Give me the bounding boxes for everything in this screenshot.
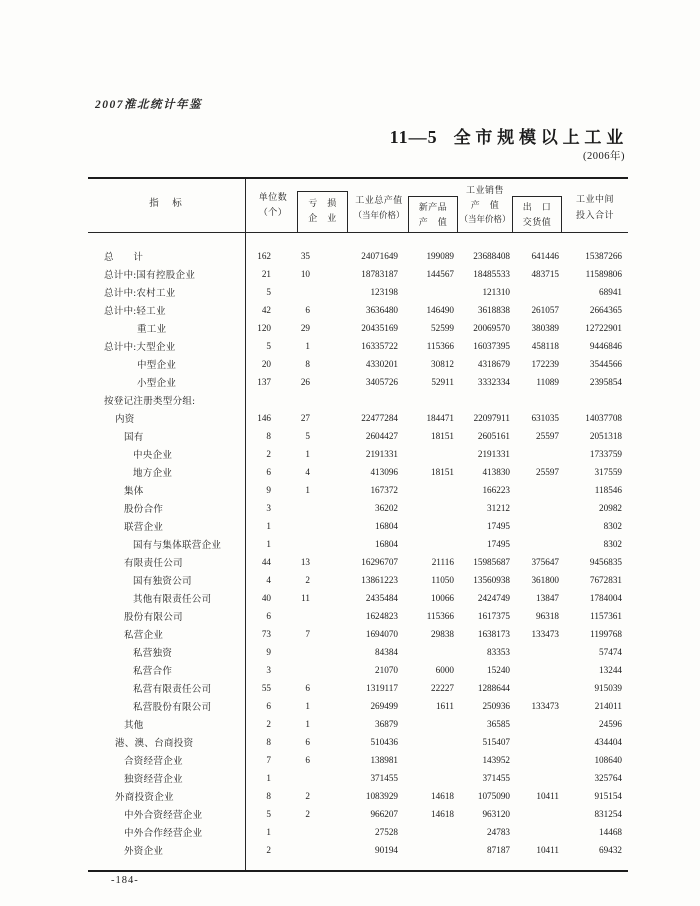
row-label: 私营合作 [133,667,173,677]
cell-units: 42 [261,305,271,315]
cell-intermediate-input: 108640 [594,755,622,765]
cell-units: 5 [266,341,271,351]
cell-loss: 2 [305,791,310,801]
cell-gross-output: 510436 [370,737,398,747]
table-row [88,733,628,751]
cell-intermediate-input: 9456835 [589,557,622,567]
row-label: 地方企业 [133,469,173,479]
cell-intermediate-input: 2051318 [589,431,622,441]
row-label: 外商投资企业 [115,793,174,803]
cell-gross-output: 84384 [375,647,398,657]
cell-intermediate-input: 14037708 [585,413,622,423]
table-row [88,553,628,571]
cell-sales-output: 17495 [487,521,510,531]
cell-sales-output: 23688408 [473,251,510,261]
cell-sales-output: 22097911 [473,413,510,423]
cell-intermediate-input: 1199768 [590,629,622,639]
cell-gross-output: 2191331 [365,449,398,459]
row-label: 总计中:轻工业 [104,307,166,317]
row-label: 股份有限公司 [124,613,183,623]
cell-new-product: 30812 [431,359,454,369]
cell-loss: 6 [305,683,310,693]
table-row [88,319,628,337]
cell-loss: 7 [305,629,310,639]
row-label: 中外合资经营企业 [124,811,203,821]
page-number: -184- [111,875,139,886]
cell-sales-output: 24783 [487,827,510,837]
cell-sales-output: 1638173 [477,629,510,639]
cell-units: 1 [266,521,271,531]
cell-export-delivery: 458118 [531,341,559,351]
cell-sales-output: 250936 [482,701,510,711]
cell-sales-output: 4318679 [477,359,510,369]
row-label: 总 计 [104,253,144,263]
cell-sales-output: 166223 [482,485,510,495]
cell-units: 6 [266,467,271,477]
table-row [88,355,628,373]
cell-units: 2 [266,449,271,459]
row-label: 有限责任公司 [124,559,183,569]
cell-new-product: 22227 [431,683,454,693]
col-header-export-delivery: 出 口 交货值 [512,196,562,232]
cell-sales-output: 413830 [482,467,510,477]
table-row [88,517,628,535]
cell-units: 6 [266,611,271,621]
row-label: 中央企业 [133,451,173,461]
cell-loss: 26 [300,377,310,387]
cell-gross-output: 1319117 [366,683,398,693]
cell-intermediate-input: 434404 [594,737,622,747]
cell-loss: 6 [305,305,310,315]
cell-sales-output: 515407 [482,737,510,747]
cell-units: 8 [266,431,271,441]
cell-export-delivery: 11089 [536,377,559,387]
cell-export-delivery: 13847 [536,593,559,603]
table-row [88,265,628,283]
cell-loss: 13 [300,557,310,567]
cell-gross-output: 13861223 [361,575,398,585]
table-row [88,445,628,463]
cell-gross-output: 123198 [370,287,398,297]
main-table [88,177,628,872]
cell-intermediate-input: 11589806 [585,269,622,279]
cell-loss: 1 [305,485,310,495]
cell-sales-output: 2605161 [477,431,510,441]
row-label: 小型企业 [137,379,177,389]
cell-sales-output: 143952 [482,755,510,765]
table-row [88,391,628,409]
cell-gross-output: 3405726 [365,377,398,387]
cell-sales-output: 1288644 [477,683,510,693]
table-row [88,625,628,643]
cell-units: 3 [266,665,271,675]
cell-sales-output: 15240 [487,665,510,675]
cell-units: 2 [266,719,271,729]
cell-intermediate-input: 1784004 [589,593,622,603]
cell-export-delivery: 10411 [536,845,559,855]
cell-units: 8 [266,737,271,747]
cell-gross-output: 1694070 [365,629,398,639]
table-row [88,841,628,859]
cell-units: 2 [266,845,271,855]
cell-sales-output: 121310 [482,287,510,297]
row-label: 港、澳、台商投资 [115,739,194,749]
cell-export-delivery: 133473 [531,629,559,639]
cell-loss: 27 [300,413,310,423]
col-header-sales-output: 工业销售 产 值 （当年价格） [459,185,511,225]
cell-export-delivery: 133473 [531,701,559,711]
cell-gross-output: 24071649 [361,251,398,261]
cell-intermediate-input: 15387266 [585,251,622,261]
cell-units: 9 [266,485,271,495]
cell-export-delivery: 10411 [536,791,559,801]
cell-intermediate-input: 24596 [599,719,622,729]
cell-gross-output: 4330201 [365,359,398,369]
table-row [88,697,628,715]
cell-units: 20 [261,359,271,369]
cell-sales-output: 18485533 [473,269,510,279]
row-label: 联营企业 [124,523,164,533]
cell-units: 4 [266,575,271,585]
cell-export-delivery: 172239 [531,359,559,369]
cell-loss: 4 [305,467,310,477]
table-row [88,481,628,499]
cell-units: 44 [261,557,271,567]
table-row [88,661,628,679]
cell-gross-output: 27528 [375,827,398,837]
cell-loss: 1 [305,449,310,459]
cell-loss: 1 [305,719,310,729]
cell-intermediate-input: 68941 [599,287,622,297]
table-row [88,535,628,553]
row-label: 内资 [115,415,135,425]
row-label: 外资企业 [124,847,164,857]
table-row [88,589,628,607]
table-row [88,751,628,769]
cell-sales-output: 13560938 [473,575,510,585]
cell-loss: 35 [300,251,310,261]
cell-new-product: 184471 [426,413,454,423]
table-row [88,499,628,517]
cell-intermediate-input: 214011 [594,701,622,711]
cell-gross-output: 90194 [375,845,398,855]
cell-intermediate-input: 317559 [594,467,622,477]
cell-gross-output: 269499 [370,701,398,711]
row-label: 私营企业 [124,631,164,641]
row-label: 股份合作 [124,505,164,515]
cell-loss: 2 [305,809,310,819]
cell-intermediate-input: 13244 [599,665,622,675]
row-label: 总计中:国有控股企业 [104,271,196,281]
cell-intermediate-input: 1733759 [589,449,622,459]
table-row [88,301,628,319]
cell-units: 1 [266,827,271,837]
row-label: 重工业 [137,325,167,335]
table-row [88,337,628,355]
row-label: 合资经营企业 [124,757,183,767]
table-title-text: 全市规模以上工业 [453,128,628,147]
cell-export-delivery: 96318 [536,611,559,621]
cell-new-product: 21116 [431,557,454,567]
row-label: 其他 [124,721,144,731]
cell-new-product: 18151 [431,467,454,477]
cell-sales-output: 963120 [482,809,510,819]
table-number: 11—5 [389,127,438,147]
col-header-units: 单位数 （个） [258,192,288,217]
cell-loss: 10 [300,269,310,279]
cell-gross-output: 36879 [375,719,398,729]
table-row [88,427,628,445]
cell-new-product: 11050 [431,575,454,585]
cell-sales-output: 3332334 [477,377,510,387]
row-label: 中型企业 [137,361,177,371]
cell-units: 40 [261,593,271,603]
table-row [88,643,628,661]
table-row [88,769,628,787]
cell-sales-output: 2424749 [477,593,510,603]
cell-units: 3 [266,503,271,513]
cell-new-product: 52911 [431,377,454,387]
cell-new-product: 10066 [431,593,454,603]
cell-new-product: 1611 [435,701,454,711]
cell-export-delivery: 261057 [531,305,559,315]
table-row [88,283,628,301]
cell-new-product: 14618 [431,809,454,819]
cell-export-delivery: 25597 [536,431,559,441]
cell-intermediate-input: 831254 [594,809,622,819]
cell-loss: 1 [305,341,310,351]
cell-sales-output: 1617375 [477,611,510,621]
cell-gross-output: 1624823 [365,611,398,621]
cell-units: 21 [261,269,271,279]
cell-intermediate-input: 8302 [603,521,622,531]
cell-intermediate-input: 2395854 [589,377,622,387]
cell-intermediate-input: 325764 [594,773,622,783]
cell-new-product: 199089 [426,251,454,261]
cell-new-product: 146490 [426,305,454,315]
table-row [88,247,628,265]
table-row [88,607,628,625]
row-label: 按登记注册类型分组: [104,397,196,407]
yearbook-name: 2007淮北统计年鉴 [95,99,202,111]
table-row [88,805,628,823]
cell-units: 5 [266,287,271,297]
cell-intermediate-input: 915154 [594,791,622,801]
cell-intermediate-input: 2664365 [589,305,622,315]
table-row [88,679,628,697]
cell-gross-output: 16296707 [361,557,398,567]
cell-loss: 6 [305,737,310,747]
cell-units: 1 [266,773,271,783]
cell-export-delivery: 361800 [531,575,559,585]
cell-intermediate-input: 20982 [599,503,622,513]
cell-new-product: 115366 [426,611,454,621]
cell-intermediate-input: 8302 [603,539,622,549]
row-label: 集体 [124,487,144,497]
cell-sales-output: 17495 [487,539,510,549]
cell-gross-output: 1083929 [365,791,398,801]
cell-units: 9 [266,647,271,657]
cell-sales-output: 15985687 [473,557,510,567]
row-label: 总计中:农村工业 [104,289,176,299]
cell-gross-output: 2435484 [365,593,398,603]
cell-gross-output: 413096 [370,467,398,477]
cell-gross-output: 20435169 [361,323,398,333]
cell-export-delivery: 641446 [531,251,559,261]
col-header-gross-output: 工业总产值 （当年价格） [353,195,405,220]
row-label: 独资经营企业 [124,775,183,785]
cell-gross-output: 2604427 [365,431,398,441]
table-body [88,233,628,859]
cell-export-delivery: 483715 [531,269,559,279]
table-row [88,715,628,733]
cell-loss: 6 [305,755,310,765]
cell-intermediate-input: 915039 [594,683,622,693]
cell-sales-output: 31212 [487,503,510,513]
cell-intermediate-input: 9446846 [589,341,622,351]
cell-loss: 8 [305,359,310,369]
cell-gross-output: 371455 [370,773,398,783]
table-row [88,373,628,391]
row-label: 国有与集体联营企业 [133,541,222,551]
cell-sales-output: 83353 [487,647,510,657]
cell-gross-output: 16335722 [361,341,398,351]
cell-gross-output: 16804 [375,539,398,549]
row-label: 私营独资 [133,649,173,659]
col-header-intermediate-input: 工业中间 投入合计 [575,194,614,220]
cell-new-product: 144567 [426,269,454,279]
cell-new-product: 52599 [431,323,454,333]
cell-gross-output: 3636480 [365,305,398,315]
cell-export-delivery: 631035 [531,413,559,423]
cell-gross-output: 16804 [375,521,398,531]
row-label: 其他有限责任公司 [133,595,212,605]
cell-loss: 2 [305,575,310,585]
cell-new-product: 6000 [435,665,454,675]
cell-new-product: 14618 [431,791,454,801]
table-row [88,823,628,841]
row-label: 私营有限责任公司 [133,685,212,695]
cell-intermediate-input: 57474 [599,647,622,657]
cell-units: 5 [266,809,271,819]
cell-units: 137 [257,377,271,387]
table-row [88,463,628,481]
cell-units: 1 [266,539,271,549]
cell-loss: 29 [300,323,310,333]
row-label: 总计中:大型企业 [104,343,176,353]
cell-loss: 1 [305,701,310,711]
cell-gross-output: 167372 [370,485,398,495]
row-label: 中外合作经营企业 [124,829,203,839]
cell-sales-output: 2191331 [477,449,510,459]
table-row [88,409,628,427]
cell-sales-output: 371455 [482,773,510,783]
cell-units: 7 [266,755,271,765]
table-title [390,123,628,148]
cell-intermediate-input: 118546 [594,485,622,495]
cell-gross-output: 138981 [370,755,398,765]
cell-intermediate-input: 12722901 [585,323,622,333]
cell-units: 73 [261,629,271,639]
cell-new-product: 18151 [431,431,454,441]
cell-sales-output: 87187 [487,845,510,855]
row-label: 国有 [124,433,144,443]
cell-export-delivery: 25597 [536,467,559,477]
table-row [88,787,628,805]
col-header-loss-enterprises: 亏 损 企 业 [297,191,348,232]
cell-units: 162 [257,251,271,261]
cell-intermediate-input: 7672831 [589,575,622,585]
cell-export-delivery: 375647 [531,557,559,567]
row-label: 私营股份有限公司 [133,703,212,713]
cell-new-product: 29838 [431,629,454,639]
col-header-indicator: 指 标 [149,199,184,209]
cell-sales-output: 3618838 [477,305,510,315]
cell-units: 55 [261,683,271,693]
cell-gross-output: 18783187 [361,269,398,279]
cell-new-product: 115366 [426,341,454,351]
cell-intermediate-input: 14468 [599,827,622,837]
cell-units: 120 [257,323,271,333]
col-header-new-product: 新产品 产 值 [408,196,458,232]
cell-gross-output: 22477284 [361,413,398,423]
cell-gross-output: 36202 [375,503,398,513]
table-header [88,179,628,232]
cell-units: 6 [266,701,271,711]
cell-loss: 5 [305,431,310,441]
cell-intermediate-input: 3544566 [589,359,622,369]
cell-sales-output: 1075090 [477,791,510,801]
row-label: 国有独资公司 [133,577,192,587]
cell-loss: 11 [301,593,310,603]
cell-sales-output: 20069570 [473,323,510,333]
table-row [88,571,628,589]
cell-sales-output: 36585 [487,719,510,729]
cell-sales-output: 16037395 [473,341,510,351]
cell-intermediate-input: 1157361 [590,611,622,621]
cell-gross-output: 966207 [370,809,398,819]
cell-export-delivery: 380389 [531,323,559,333]
cell-units: 146 [257,413,271,423]
year-note: (2006年) [583,151,625,162]
cell-intermediate-input: 69432 [599,845,622,855]
cell-units: 8 [266,791,271,801]
cell-gross-output: 21070 [375,665,398,675]
